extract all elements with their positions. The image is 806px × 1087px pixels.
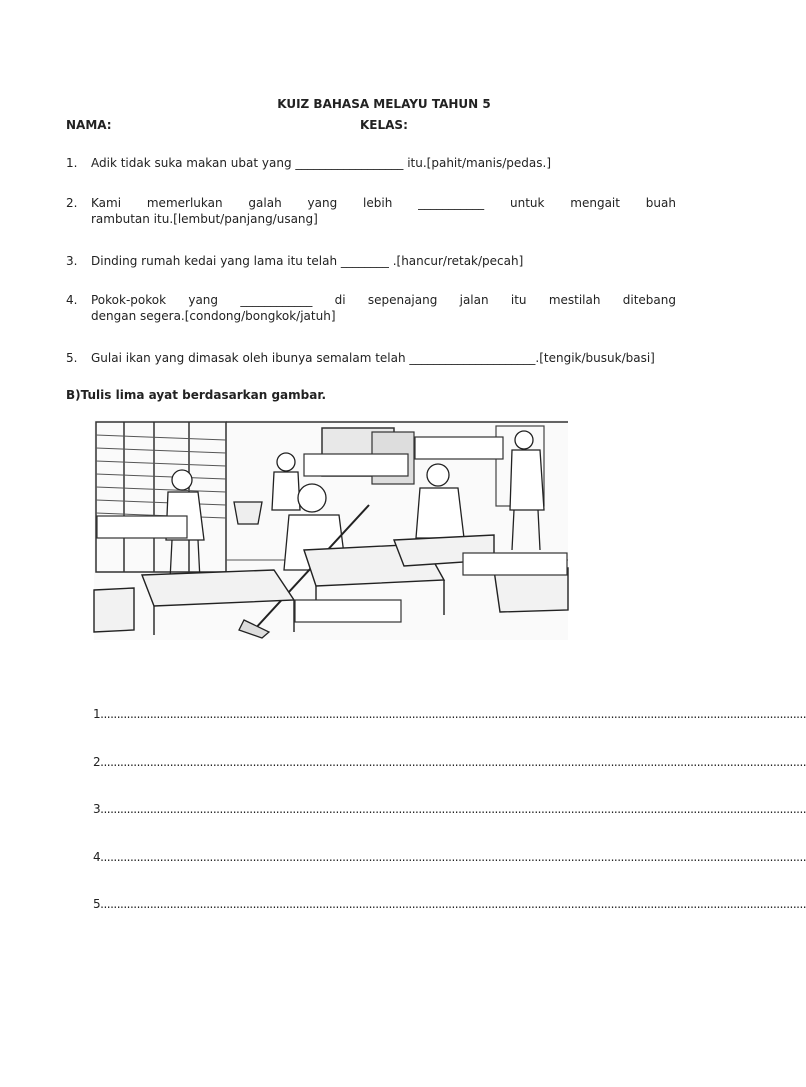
answer-dots: .................................................................................................................................................................................................................... <box>103 802 806 816</box>
question-text: Dinding rumah kedai yang lama itu telah ________ .[hancur/retak/pecah] <box>91 254 524 268</box>
question-5 <box>66 350 676 366</box>
answer-line-number: 3. <box>93 802 104 816</box>
worksheet-title: KUIZ BAHASA MELAYU TAHUN 5 <box>277 97 491 111</box>
question-text-line2: dengan segera.[condong/bongkok/jatuh] <box>91 309 336 323</box>
question-text: Adik tidak suka makan ubat yang __________________ itu.[pahit/manis/pedas.] <box>91 156 552 170</box>
answer-line-number: 2. <box>93 755 104 769</box>
question-1 <box>66 155 676 171</box>
nama-label: NAMA: <box>66 118 112 132</box>
answer-line-number: 4. <box>93 850 104 864</box>
answer-dots: .................................................................................................................................................................................................................... <box>103 707 806 721</box>
answer-line-number: 1. <box>93 707 104 721</box>
question-number: 5. <box>66 351 78 365</box>
answer-dots: .................................................................................................................................................................................................................... <box>103 755 806 769</box>
section-b-heading: B)Tulis lima ayat berdasarkan gambar. <box>66 388 327 402</box>
question-number: 4. <box>66 293 78 307</box>
question-text-line1: Kami memerlukan galah yang lebih ___________ untuk mengait buah <box>91 196 676 210</box>
answer-dots: .................................................................................................................................................................................................................... <box>103 850 806 864</box>
question-number: 1. <box>66 156 78 170</box>
question-4 <box>66 292 676 324</box>
kelas-label: KELAS: <box>360 118 408 132</box>
question-text: Gulai ikan yang dimasak oleh ibunya semalam telah _____________________.[tengik/busuk/basi] <box>91 351 655 365</box>
classroom-illustration <box>94 420 568 640</box>
question-number: 2. <box>66 196 78 210</box>
answer-line-1[interactable] <box>93 707 806 721</box>
question-text-line1: Pokok-pokok yang ____________ di sepenajang jalan itu mestilah ditebang <box>91 293 676 307</box>
question-number: 3. <box>66 254 78 268</box>
question-text-line2: rambutan itu.[lembut/panjang/usang] <box>91 212 318 226</box>
answer-dots: .................................................................................................................................................................................................................... <box>103 897 806 911</box>
question-3 <box>66 253 676 269</box>
answer-line-3[interactable] <box>93 802 806 816</box>
answer-line-number: 5. <box>93 897 104 911</box>
answer-line-2[interactable] <box>93 755 806 769</box>
answer-line-5[interactable] <box>93 897 806 911</box>
question-2 <box>66 195 676 227</box>
answer-line-4[interactable] <box>93 850 806 864</box>
